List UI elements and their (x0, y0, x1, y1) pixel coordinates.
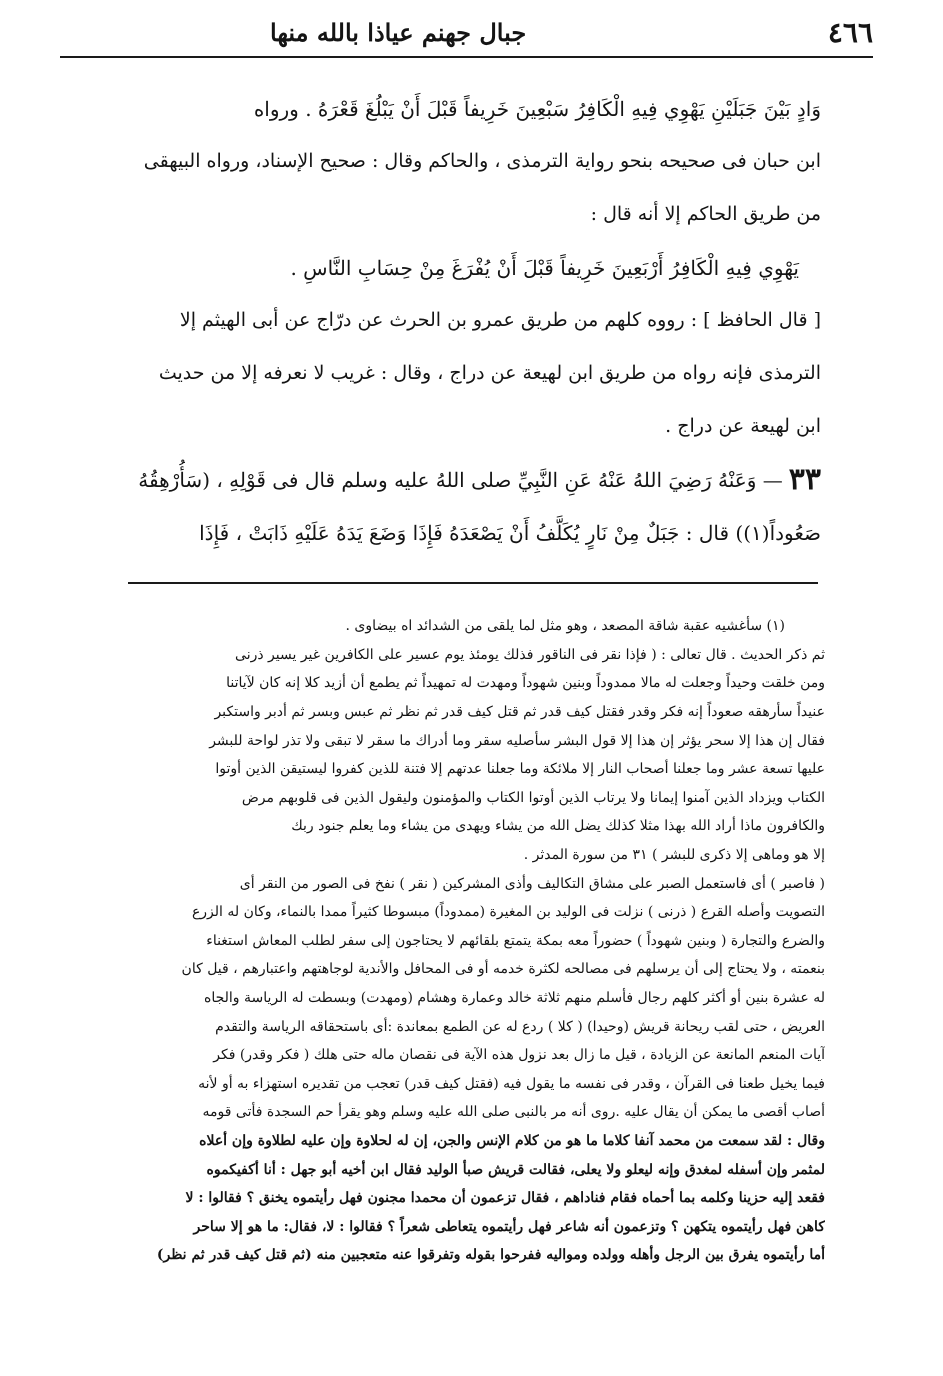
footnote-line: إلا هو وماهى إلا ذكرى للبشر ) ٣١ من سورة المدثر . (523, 847, 825, 864)
footnote-line: ومن خلقت وحيداً وجعلت له مالا ممدوداً وبنين شهوداً ومهدت له تمهيداً ثم يطمع أن أزيد كلا إنه كان لآياتنا (226, 675, 825, 692)
footnote-line: الكتاب ويزداد الذين آمنوا إيمانا ولا يرتاب الذين أوتوا الكتاب والمؤمنون وليقول الذين فى قلوبهم مرض (241, 789, 825, 806)
footnote-line: عنيداً سأرهقه صعوداً إنه فكر وقدر فقتل كيف قدر ثم قتل كيف قدر ثم نظر ثم عبس وبسر ثم أدبر واستكبر (214, 704, 825, 721)
text-line: صَعُوداً(١)) قال : جَبَلٌ مِنْ نَارٍ يُكَلَّفُ أَنْ يَصْعَدَهُ فَإِذَا وَضَعَ يَدَهُ عَلَيْهِ ذَابَتْ ، فَإِذَا (199, 520, 821, 545)
footnote-line: التصويت وأصله القرع ( ذرنى ) نزلت فى الوليد بن المغيرة (ممدوداً) مبسوطا كثيراً ممدا بالنماء، وكان له الزرع (191, 904, 825, 921)
footnote-line: كاهن فهل رأيتموه يتكهن ؟ وتزعمون أنه شاعر فهل رأيتموه يتعاطى شعراً ؟ فقالوا : لا، فقال: ما هو إلا ساحر (193, 1218, 825, 1235)
footnote-line: فقعد إليه حزينا وكلمه بما أحماه فقام فناداهم ، فقال تزعمون أن محمدا مجنون فهل رأيتموه يخنق ؟ فقالوا : لا (185, 1190, 825, 1207)
footnotes (70, 612, 825, 1270)
text-line: [ قال الحافظ ] : رووه كلهم من طريق عمرو بن الحرث عن درّاج عن أبى الهيثم إلا (179, 309, 821, 331)
footnote-line: أما رأيتموه يفرق بين الرجل وأهله وولده ومواليه ففرحوا بقوله وتفرقوا عنه متعجبين منه (ثم قتل كيف قدر ثم نظر) (156, 1247, 825, 1264)
text-line: الترمذى فإنه رواه من طريق ابن لهيعة عن دراج ، وقال : غريب لا نعرفه إلا من حديث (158, 362, 821, 384)
footnote-line: آيات المنعم المانعة عن الزيادة ، قيل ما زال بعد نزول هذه الآية فى نقصان ماله حتى هلك ( فكر وقدر) فكر (213, 1047, 825, 1064)
header-rule (60, 56, 873, 58)
footnote-line: وقال : لقد سمعت من محمد آنفا كلاما ما هو من كلام الإنس والجن، إن له لحلاوة وإن عليه لطلاوة وإن أعلاه (199, 1132, 825, 1149)
footnote-line: عليها تسعة عشر وما جعلنا أصحاب النار إلا ملائكة وما جعلنا عدتهم إلا فتنة للذين كفروا ليستيقن الذين أوتوا (215, 761, 825, 778)
footnote-line: ثم ذكر الحديث . قال تعالى : ( فإذا نقر فى الناقور فذلك يومئذ يوم عسير على الكافرين غير يسير ذرنى (235, 646, 825, 663)
page-header (60, 12, 873, 54)
footnote-line: له عشرة بنين أو أكثر كلهم رجال فأسلم منهم ثلاثة خالد وعمارة وهشام (ومهدت) وبسطت له الرياسة والجاه (203, 990, 825, 1007)
hadith-number: ٣٣ (788, 461, 821, 497)
footnote-rule (128, 582, 818, 584)
page-number: ٤٦٦ (827, 16, 873, 49)
footnote-line: فقال إن هذا إلا سحر يؤثر إن هذا إلا قول البشر سأصليه سقر وما أدراك ما سقر لا تبقى ولا تذر لواحة للبشر (209, 732, 825, 749)
hadith-text: — وَعَنْهُ رَضِيَ اللهُ عَنْهُ عَنِ النَّبِيِّ صلى اللهُ عليه وسلم قال فى قَوْلِهِ ، (سَأُرْهِقُهُ (138, 467, 783, 492)
footnote-line: بنعمته ، ولا يحتاج إلى أن يرسلهم فى مصالحه لكثرة خدمه أو فى المحافل والأندية لوجاهتهم واعتبارهم ، قيل كان (181, 961, 825, 978)
footnote-line: لمثمر وإن أسفله لمغدق وإنه ليعلو ولا يعلى، فقالت قريش صبأ الوليد فقال ابن أخيه أبو جهل : أنا أكفيكموه (206, 1161, 825, 1178)
footnote-line: العريض ، حتى لقب ريحانة قريش (وحيدا) ( كلا ) ردع له عن الطمع بمعاندة :أى باستحقاقه الرياسة والتقدم (215, 1018, 825, 1035)
text-line: من طريق الحاكم إلا أنه قال : (590, 203, 821, 225)
text-line: وَادٍ بَيْنَ جَبَلَيْنِ يَهْوِي فِيهِ الْكَافِرُ سَبْعِينَ خَرِيفاً قَبْلَ أَنْ يَبْلُغَ قَعْرَهُ . ورواه (253, 96, 821, 121)
running-title: جبال جهنم عياذا بالله منها (270, 18, 527, 47)
footnote-line: والكافرون ماذا أراد الله بهذا مثلا كذلك يضل الله من يشاء ويهدى من يشاء وما يعلم جنود ربك (291, 818, 825, 835)
text-line: ابن حبان فى صحيحه بنحو رواية الترمذى ، والحاكم وقال : صحيح الإسناد، ورواه البيهقى (143, 150, 821, 172)
footnote-line: فيما يخيل طعنا فى القرآن ، وقدر فى نفسه ما يقول فيه (فقتل كيف قدر) تعجب من تقديره استهزاء به أو لأنه (198, 1075, 825, 1092)
footnote-line: (١) سأغشيه عقبة شاقة المصعد ، وهو مثل لما يلقى من الشدائد اه بيضاوى . (345, 618, 785, 635)
footnote-line: والضرع والتجارة ( وبنين شهوداً ) حضوراً معه بمكة يتمتع بلقائهم لا يحتاجون إلى سفر لطلب المعاش استغناء (206, 932, 825, 949)
hadith-heading-line (70, 453, 821, 506)
footnote-line: أصاب أقصى ما يمكن أن يقال عليه .روى أنه مر بالنبى صلى الله عليه وسلم وهو يقرأ حم السجدة فأتى قومه (202, 1104, 825, 1121)
hadith-quote-line: يَهْوِي فِيهِ الْكَافِرُ أَرْبَعِينَ خَرِيفاً قَبْلَ أَنْ يُفْرَغَ مِنْ حِسَابِ النَّاسِ . (290, 255, 799, 280)
text-line: ابن لهيعة عن دراج . (665, 415, 821, 437)
main-text (70, 82, 821, 559)
footnote-line: ( فاصبر ) أى فاستعمل الصبر على مشاق التكاليف وأذى المشركين ( نقر ) نفخ فى الصور من النقر أى (239, 875, 825, 892)
